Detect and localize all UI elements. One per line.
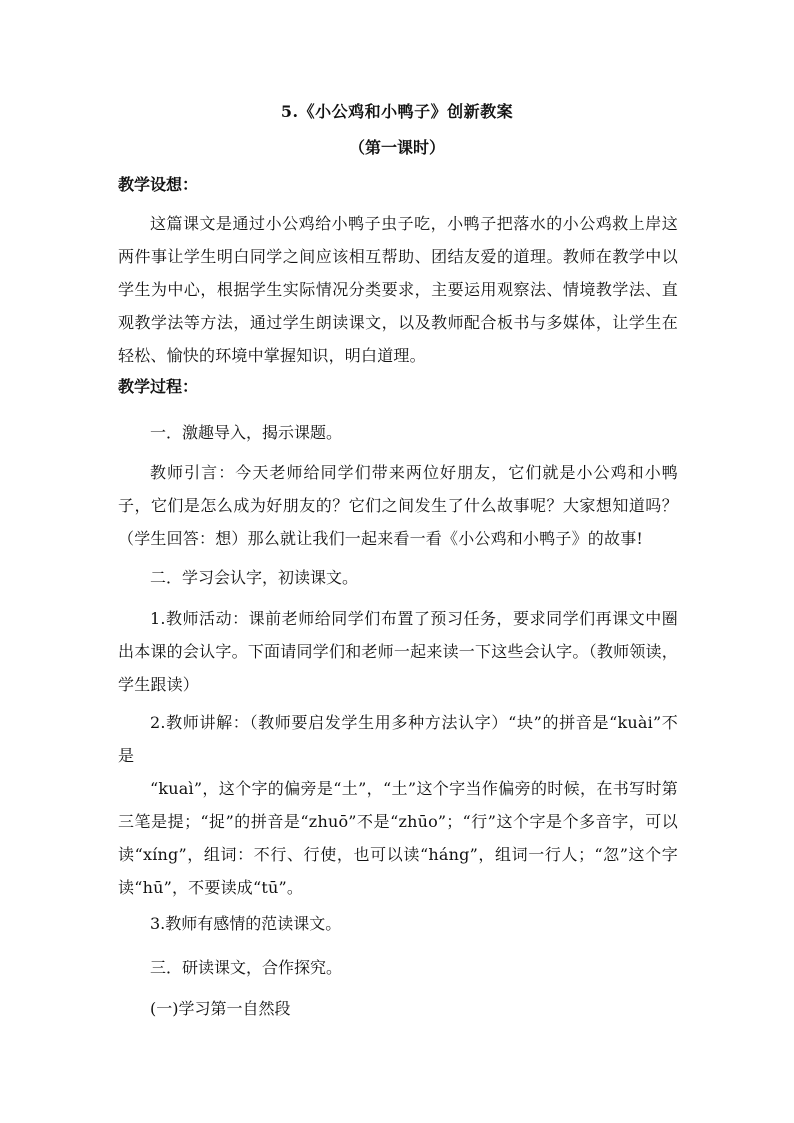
- process-heading: 教学过程：: [118, 377, 199, 396]
- step-two-item-two-first-line: 2.教师讲解：（教师要启发学生用多种方法认字）“块”的拼音是“kuài”不是: [118, 713, 678, 765]
- step-one-paragraph: 教师引言：今天老师给同学们带来两位好朋友，它们就是小公鸡和小鸭子，它们是怎么成为好朋友的？它们之间发生了什么故事呢？大家想知道吗？（学生回答：想）那么就让我们一起来看一看《小公鸡和小鸭子》的故事!: [118, 463, 678, 548]
- design-paragraph: 这篇课文是通过小公鸡给小鸭子虫子吃，小鸭子把落水的小公鸡救上岸这两件事让学生明白同学之间应该相互帮助、团结友爱的道理。教师在教学中以学生为中心，根据学生实际情况分类要求，主要运用观察法、情境教学法、直观教学法等方法，通过学生朗读课文，以及教师配合板书与多媒体，让学生在轻松、愉快的环境中掌握知识，明白道理。: [118, 214, 678, 365]
- step-two-item-two-continued: “kuaì”，这个字的偏旁是“土”，“土”这个字当作偏旁的时候，在书写时第三笔是提；“捉”的拼音是“zhuō”不是“zhūo”；“行”这个字是个多音字，可以读“xíng”，组词：不行、行使，也可以读“háng”，组词一行人；“忽”这个字读“hū”，不要读成“tū”。: [118, 779, 678, 897]
- step-two-item-one: 1.教师活动：课前老师给同学们布置了预习任务，要求同学们再课文中圈出本课的会认字。下面请同学们和老师一起来读一下这些会认字。（教师领读，学生跟读）: [118, 609, 678, 694]
- design-heading: 教学设想：: [118, 175, 199, 194]
- step-three-subsection: (一)学习第一自然段: [150, 999, 291, 1018]
- step-one-heading: 一．激趣导入，揭示课题。: [150, 423, 343, 442]
- document-title: 5.《小公鸡和小鸭子》创新教案: [280, 102, 514, 121]
- step-two-heading: 二．学习会认字，初读课文。: [150, 568, 359, 587]
- document-subtitle: （第一课时）: [348, 138, 445, 157]
- step-two-item-three: 3.教师有感情的范读课文。: [150, 914, 342, 933]
- step-three-heading: 三．研读课文，合作探究。: [150, 958, 343, 977]
